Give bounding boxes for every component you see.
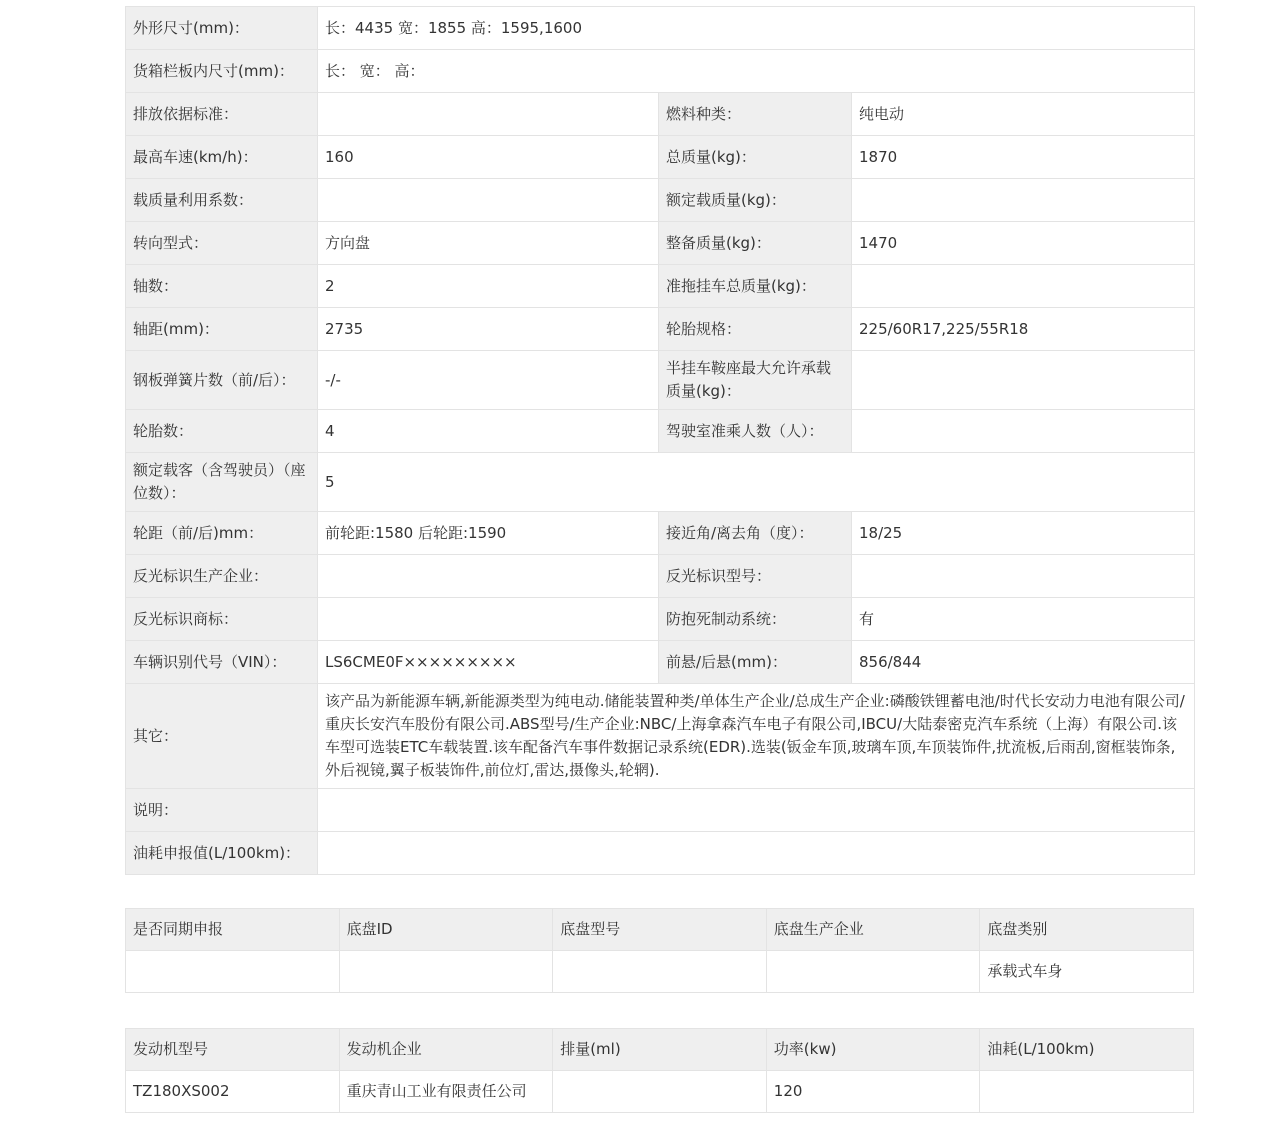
spec-row: [126, 410, 1195, 453]
spec-value: 2: [318, 265, 659, 308]
table-cell: 承载式车身: [980, 951, 1194, 993]
spec-label: 油耗申报值(L/100km)：: [126, 832, 318, 875]
column-header: 功率(kw): [766, 1029, 980, 1071]
column-header: 底盘ID: [339, 909, 553, 951]
spec-label: 钢板弹簧片数（前/后）：: [126, 351, 318, 410]
spec-value: [852, 410, 1195, 453]
table-cell: [553, 951, 767, 993]
spec-value: 4: [318, 410, 659, 453]
spec-row: [126, 512, 1195, 555]
spec-row: [126, 789, 1195, 832]
spec-value: [318, 789, 1195, 832]
spec-label: 反光标识型号：: [659, 555, 852, 598]
spec-label: 反光标识生产企业：: [126, 555, 318, 598]
table-row: [126, 1071, 1194, 1113]
spec-value: 纯电动: [852, 93, 1195, 136]
table-cell: 重庆青山工业有限责任公司: [339, 1071, 553, 1113]
spec-row: [126, 308, 1195, 351]
spec-row: [126, 684, 1195, 789]
engine-table: [125, 1028, 1194, 1113]
spec-value: 225/60R17,225/55R18: [852, 308, 1195, 351]
column-header: 发动机企业: [339, 1029, 553, 1071]
spec-row: [126, 453, 1195, 512]
chassis-table: [125, 908, 1194, 993]
spec-value: 前轮距:1580 后轮距:1590: [318, 512, 659, 555]
column-header: 底盘生产企业: [766, 909, 980, 951]
spec-row: [126, 598, 1195, 641]
spec-row: [126, 179, 1195, 222]
spec-label: 轮胎数：: [126, 410, 318, 453]
spec-label: 整备质量(kg)：: [659, 222, 852, 265]
spec-label: 准拖挂车总质量(kg)：: [659, 265, 852, 308]
spec-value: 18/25: [852, 512, 1195, 555]
spec-label: 其它：: [126, 684, 318, 789]
spec-label: 反光标识商标：: [126, 598, 318, 641]
table-cell: [980, 1071, 1194, 1113]
table-cell: 120: [766, 1071, 980, 1113]
spec-row: [126, 50, 1195, 93]
spec-value: [852, 265, 1195, 308]
spec-value: [318, 598, 659, 641]
column-header: 底盘型号: [553, 909, 767, 951]
spec-row: [126, 136, 1195, 179]
spec-value: 1870: [852, 136, 1195, 179]
spec-value: 该产品为新能源车辆,新能源类型为纯电动.储能装置种类/单体生产企业/总成生产企业:磷酸铁锂蓄电池/时代长安动力电池有限公司/重庆长安汽车股份有限公司.ABS型号/生产企业:NBC/上海拿森汽车电子有限公司,IBCU/大陆泰密克汽车系统（上海）有限公司.该车型可选装ETC车载装置.该车配备汽车事件数据记录系统(EDR).选装(钣金车顶,玻璃车顶,车顶装饰件,扰流板,后雨刮,窗框装饰条,外后视镜,翼子板装饰件,前位灯,雷达,摄像头,轮辋).: [318, 684, 1195, 789]
spec-row: [126, 641, 1195, 684]
spec-row: [126, 7, 1195, 50]
column-header: 油耗(L/100km): [980, 1029, 1194, 1071]
spec-label: 总质量(kg)：: [659, 136, 852, 179]
spec-value: 5: [318, 453, 1195, 512]
table-cell: [339, 951, 553, 993]
spec-label: 轮胎规格：: [659, 308, 852, 351]
column-header: 底盘类别: [980, 909, 1194, 951]
spec-value: 160: [318, 136, 659, 179]
spec-label: 车辆识别代号（VIN）：: [126, 641, 318, 684]
table-cell: [766, 951, 980, 993]
spec-label: 排放依据标准：: [126, 93, 318, 136]
spec-value: 方向盘: [318, 222, 659, 265]
spec-value: 856/844: [852, 641, 1195, 684]
spec-label: 外形尺寸(mm)：: [126, 7, 318, 50]
column-header: 排量(ml): [553, 1029, 767, 1071]
spec-value: 有: [852, 598, 1195, 641]
table-header-row: [126, 909, 1194, 951]
table-cell: [126, 951, 340, 993]
spec-label: 转向型式：: [126, 222, 318, 265]
spec-value: [318, 832, 1195, 875]
vehicle-spec-table: [125, 6, 1195, 875]
spec-label: 说明：: [126, 789, 318, 832]
spec-label: 前悬/后悬(mm)：: [659, 641, 852, 684]
spec-row: [126, 265, 1195, 308]
spec-row: [126, 222, 1195, 265]
table-row: [126, 951, 1194, 993]
spec-value: [318, 555, 659, 598]
column-header: 发动机型号: [126, 1029, 340, 1071]
spec-label: 货箱栏板内尺寸(mm)：: [126, 50, 318, 93]
table-header-row: [126, 1029, 1194, 1071]
spec-label: 载质量利用系数：: [126, 179, 318, 222]
spec-value: [318, 93, 659, 136]
spec-value: 1470: [852, 222, 1195, 265]
spec-value: [318, 179, 659, 222]
spec-label: 驾驶室准乘人数（人）：: [659, 410, 852, 453]
spec-label: 防抱死制动系统：: [659, 598, 852, 641]
spec-row: [126, 93, 1195, 136]
spec-value: LS6CME0F×××××××××: [318, 641, 659, 684]
table-cell: [553, 1071, 767, 1113]
column-header: 是否同期申报: [126, 909, 340, 951]
spec-value: [852, 555, 1195, 598]
spec-value: 长：4435 宽：1855 高：1595,1600: [318, 7, 1195, 50]
spec-label: 接近角/离去角（度）：: [659, 512, 852, 555]
spec-label: 燃料种类：: [659, 93, 852, 136]
spec-label: 轴距(mm)：: [126, 308, 318, 351]
spec-value: [852, 179, 1195, 222]
spec-label: 轮距（前/后)mm：: [126, 512, 318, 555]
spec-row: [126, 832, 1195, 875]
spec-label: 额定载质量(kg)：: [659, 179, 852, 222]
spec-value: [852, 351, 1195, 410]
spec-value: -/-: [318, 351, 659, 410]
spec-label: 额定载客（含驾驶员）（座位数）：: [126, 453, 318, 512]
spec-label: 半挂车鞍座最大允许承载质量(kg)：: [659, 351, 852, 410]
spec-label: 最高车速(km/h)：: [126, 136, 318, 179]
table-cell: TZ180XS002: [126, 1071, 340, 1113]
spec-row: [126, 351, 1195, 410]
spec-row: [126, 555, 1195, 598]
spec-value: 2735: [318, 308, 659, 351]
spec-label: 轴数：: [126, 265, 318, 308]
spec-value: 长： 宽： 高：: [318, 50, 1195, 93]
